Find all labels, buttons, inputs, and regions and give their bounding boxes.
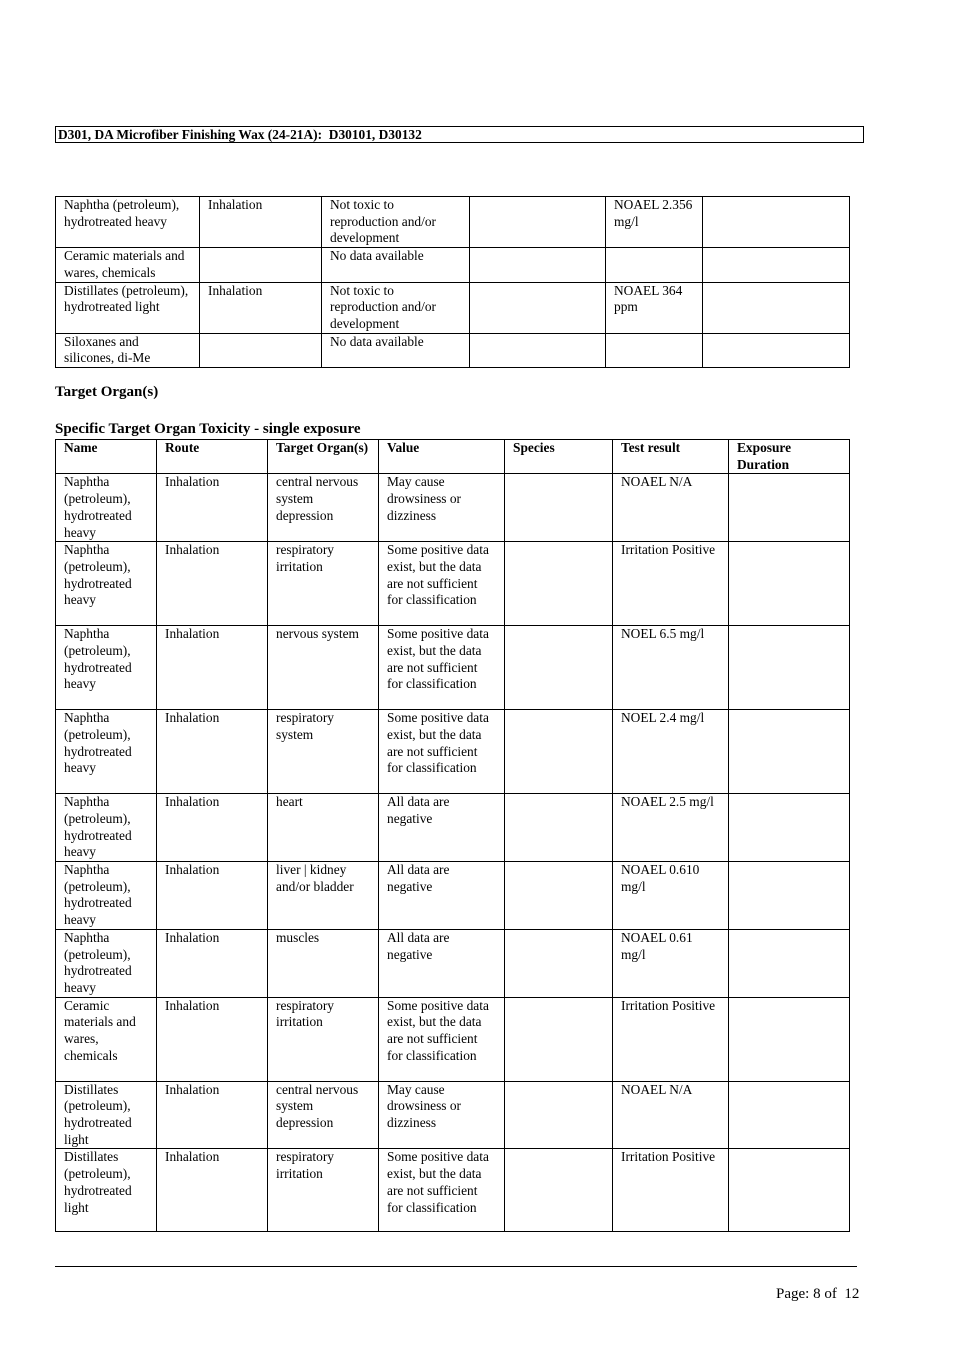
column-header: Exposure Duration	[729, 440, 850, 474]
table-cell: May cause drowsiness or dizziness	[379, 1081, 505, 1149]
table-cell	[505, 710, 613, 794]
table-cell: Some positive data exist, but the data are not sufficient for classification	[379, 626, 505, 710]
table-cell	[200, 333, 322, 367]
table-cell: Some positive data exist, but the data are not sufficient for classification	[379, 997, 505, 1081]
table-cell: respiratory irritation	[268, 1149, 379, 1232]
table-cell: All data are negative	[379, 794, 505, 862]
table-cell: Naphtha (petroleum), hydrotreated heavy	[56, 929, 157, 997]
table-cell: May cause drowsiness or dizziness	[379, 474, 505, 542]
table-row	[56, 333, 850, 367]
table-cell	[505, 1081, 613, 1149]
table-cell	[606, 333, 703, 367]
column-header: Target Organ(s)	[268, 440, 379, 474]
table-cell: NOEL 6.5 mg/l	[613, 626, 729, 710]
table-cell	[703, 197, 850, 248]
table-cell: heart	[268, 794, 379, 862]
table-cell: NOAEL N/A	[613, 474, 729, 542]
table-cell	[729, 1149, 850, 1232]
table-row	[56, 474, 850, 542]
table-row	[56, 862, 850, 930]
table-cell: respiratory system	[268, 710, 379, 794]
table-cell: NOEL 2.4 mg/l	[613, 710, 729, 794]
table-cell	[505, 626, 613, 710]
table-cell: NOAEL 0.610 mg/l	[613, 862, 729, 930]
table-cell: respiratory irritation	[268, 542, 379, 626]
table-cell: Inhalation	[157, 542, 268, 626]
table-cell	[729, 474, 850, 542]
table-cell: Distillates (petroleum), hydrotreated light	[56, 282, 200, 333]
stot-single-exposure-table	[55, 439, 850, 1232]
target-organs-heading: Target Organ(s)	[55, 384, 159, 400]
column-header: Route	[157, 440, 268, 474]
table-cell: Inhalation	[200, 282, 322, 333]
table-cell	[729, 710, 850, 794]
table-row	[56, 997, 850, 1081]
column-header: Name	[56, 440, 157, 474]
table-row	[56, 248, 850, 282]
table-cell: Inhalation	[157, 794, 268, 862]
table-cell: Inhalation	[157, 1149, 268, 1232]
table-cell	[505, 474, 613, 542]
table-cell	[470, 333, 606, 367]
footer-divider	[55, 1266, 857, 1267]
table-row	[56, 282, 850, 333]
table-cell: All data are negative	[379, 862, 505, 930]
table-cell	[729, 794, 850, 862]
table-cell: No data available	[322, 248, 470, 282]
table-cell: NOAEL 2.5 mg/l	[613, 794, 729, 862]
table-cell: Inhalation	[157, 862, 268, 930]
table-row	[56, 929, 850, 997]
table-row	[56, 1149, 850, 1232]
table-cell: Irritation Positive	[613, 997, 729, 1081]
table-cell: Distillates (petroleum), hydrotreated light	[56, 1081, 157, 1149]
table-cell: muscles	[268, 929, 379, 997]
table-cell: Irritation Positive	[613, 1149, 729, 1232]
table-cell: Some positive data exist, but the data are not sufficient for classification	[379, 542, 505, 626]
table-cell	[505, 1149, 613, 1232]
page-number: Page: 8 of 12	[776, 1286, 860, 1302]
table-row	[56, 626, 850, 710]
table-cell: Some positive data exist, but the data are not sufficient for classification	[379, 710, 505, 794]
table-cell: NOAEL 0.61 mg/l	[613, 929, 729, 997]
table-cell: Naphtha (petroleum), hydrotreated heavy	[56, 794, 157, 862]
table-cell	[505, 929, 613, 997]
table-cell: Naphtha (petroleum), hydrotreated heavy	[56, 197, 200, 248]
table-cell: Ceramic materials and wares, chemicals	[56, 248, 200, 282]
column-header: Value	[379, 440, 505, 474]
table-cell	[470, 197, 606, 248]
table-cell: NOAEL 364 ppm	[606, 282, 703, 333]
table-cell	[729, 929, 850, 997]
table-cell: nervous system	[268, 626, 379, 710]
table-cell	[470, 282, 606, 333]
table-cell	[729, 1081, 850, 1149]
table-cell: central nervous system depression	[268, 474, 379, 542]
table-row	[56, 794, 850, 862]
table-cell: Inhalation	[157, 929, 268, 997]
table-cell	[200, 248, 322, 282]
table-cell: central nervous system depression	[268, 1081, 379, 1149]
table-cell: liver | kidney and/or bladder	[268, 862, 379, 930]
table-cell: Naphtha (petroleum), hydrotreated heavy	[56, 626, 157, 710]
table-row	[56, 1081, 850, 1149]
table-cell: respiratory irritation	[268, 997, 379, 1081]
table-cell: Inhalation	[157, 710, 268, 794]
table-cell: NOAEL N/A	[613, 1081, 729, 1149]
table-row	[56, 710, 850, 794]
table-row	[56, 542, 850, 626]
table-cell: Irritation Positive	[613, 542, 729, 626]
column-header: Species	[505, 440, 613, 474]
table-cell: Ceramic materials and wares, chemicals	[56, 997, 157, 1081]
table-cell: Naphtha (petroleum), hydrotreated heavy	[56, 542, 157, 626]
table-cell	[729, 997, 850, 1081]
table-row	[56, 197, 850, 248]
table-cell: Naphtha (petroleum), hydrotreated heavy	[56, 474, 157, 542]
table-cell	[729, 626, 850, 710]
table-cell: Inhalation	[157, 626, 268, 710]
table-cell	[505, 794, 613, 862]
table-cell	[505, 542, 613, 626]
table-cell: Inhalation	[157, 1081, 268, 1149]
table-cell: Siloxanes and silicones, di-Me	[56, 333, 200, 367]
table-cell	[703, 248, 850, 282]
table-cell: Not toxic to reproduction and/or development	[322, 282, 470, 333]
table-cell	[606, 248, 703, 282]
table-cell	[470, 248, 606, 282]
table-cell: Naphtha (petroleum), hydrotreated heavy	[56, 710, 157, 794]
reproductive-toxicity-table	[55, 196, 850, 368]
table-cell: Distillates (petroleum), hydrotreated light	[56, 1149, 157, 1232]
table-header-row	[56, 440, 850, 474]
table-cell: Inhalation	[157, 997, 268, 1081]
stot-single-heading: Specific Target Organ Toxicity - single exposure	[55, 421, 361, 437]
table-cell	[505, 997, 613, 1081]
table-cell: All data are negative	[379, 929, 505, 997]
table-cell: Naphtha (petroleum), hydrotreated heavy	[56, 862, 157, 930]
table-cell	[703, 282, 850, 333]
table-cell	[505, 862, 613, 930]
table-cell: Inhalation	[200, 197, 322, 248]
table-cell: Inhalation	[157, 474, 268, 542]
column-header: Test result	[613, 440, 729, 474]
table-cell	[729, 862, 850, 930]
table-cell: Not toxic to reproduction and/or development	[322, 197, 470, 248]
document-header: D301, DA Microfiber Finishing Wax (24-21A): D30101, D30132	[55, 126, 864, 143]
table-cell: NOAEL 2.356 mg/l	[606, 197, 703, 248]
table-cell: Some positive data exist, but the data are not sufficient for classification	[379, 1149, 505, 1232]
table-cell	[729, 542, 850, 626]
table-cell: No data available	[322, 333, 470, 367]
table-cell	[703, 333, 850, 367]
